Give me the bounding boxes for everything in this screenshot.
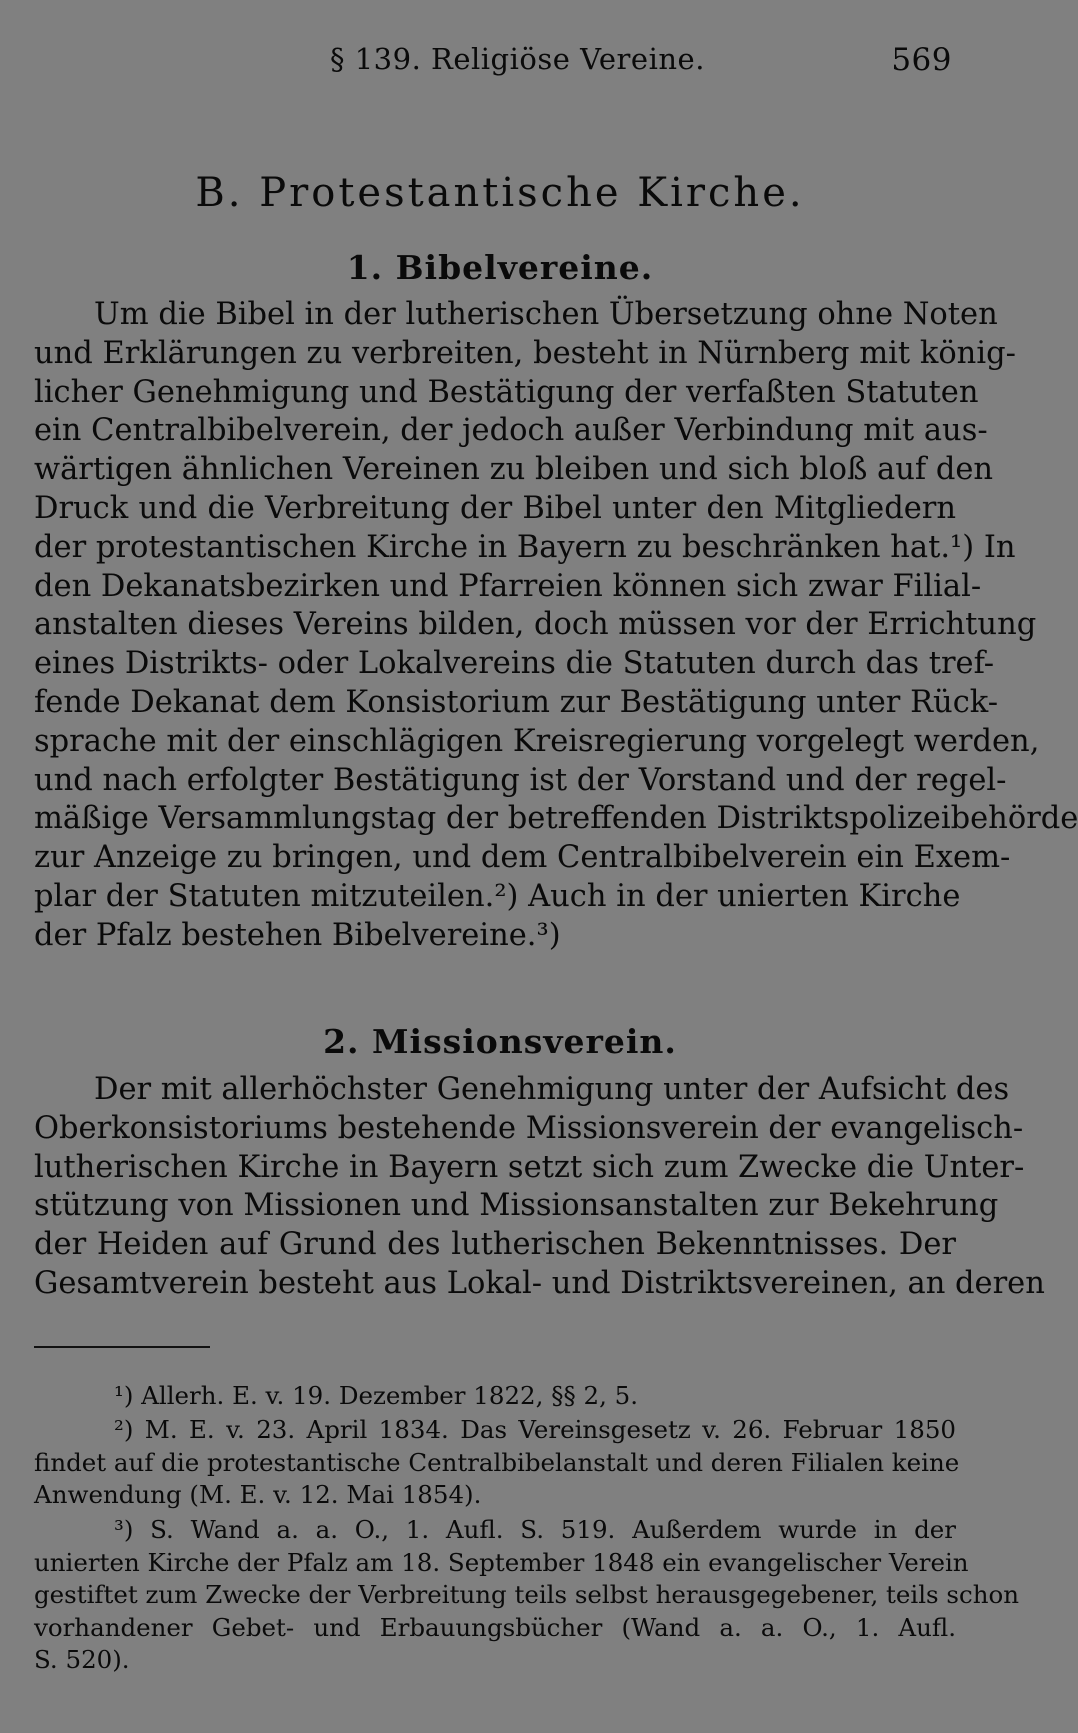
text-line: Der mit allerhöchster Genehmigung unter der Aufsicht des	[94, 1072, 1010, 1107]
paragraph-missionsverein	[34, 1071, 1045, 1304]
text-line: zur Anzeige zu bringen, und dem Centralbibelverein ein Exem-	[34, 840, 1011, 876]
text-line: den Dekanatsbezirken und Pfarreien können sich zwar Filial-	[34, 568, 982, 604]
text-line: Oberkonsistoriums bestehende Missionsverein der evangelisch-	[34, 1110, 1024, 1146]
footnote-1	[34, 1380, 956, 1413]
text-line: der Heiden auf Grund des lutherischen Bekenntnisses. Der	[34, 1227, 956, 1263]
text-line: sprache mit der einschlägigen Kreisregierung vorgelegt werden,	[34, 723, 1040, 759]
footnote-3	[34, 1514, 1020, 1677]
text-line: anstalten dieses Vereins bilden, doch müssen vor der Errichtung	[34, 607, 1037, 643]
page-number: 569	[891, 42, 952, 78]
text-line: wärtigen ähnlichen Vereinen zu bleiben und sich bloß auf den	[34, 452, 994, 488]
footnote-line: gestiftet zum Zwecke der Verbreitung teils selbst herausgegebener, teils schon	[34, 1580, 1020, 1609]
text-line: lutherischen Kirche in Bayern setzt sich zum Zwecke die Unter-	[34, 1149, 1025, 1185]
text-line: plar der Statuten mitzuteilen.²) Auch in der unierten Kirche	[34, 878, 961, 914]
footnote-line: unierten Kirche der Pfalz am 18. September 1848 ein evangelischer Verein	[34, 1547, 969, 1577]
footnote-line: ²) M. E. v. 23. April 1834. Das Vereinsgesetz v. 26. Februar 1850	[114, 1415, 956, 1444]
section-title: B. Protestantische Kirche.	[195, 170, 805, 216]
footnote-line: findet auf die protestantische Centralbibelanstalt und deren Filialen keine	[34, 1447, 960, 1477]
text-line: mäßige Versammlungstag der betreffenden Distriktspolizeibehörde	[34, 801, 1078, 837]
text-line: eines Distrikts- oder Lokalvereins die Statuten durch das tref-	[34, 646, 995, 682]
text-line: Um die Bibel in der lutherischen Übersetzung ohne Noten	[94, 297, 998, 332]
footnote-line: Anwendung (M. E. v. 12. Mai 1854).	[34, 1480, 482, 1509]
text-line: der Pfalz bestehen Bibelvereine.³)	[34, 917, 561, 953]
paragraph-bibelvereine	[34, 296, 1078, 956]
footnote-line: ³) S. Wand a. a. O., 1. Aufl. S. 519. Außerdem wurde in der	[114, 1515, 956, 1544]
text-line: licher Genehmigung und Bestätigung der verfaßten Statuten	[34, 374, 979, 410]
footnote-line: S. 520).	[34, 1645, 130, 1674]
footnote-divider	[34, 1346, 210, 1348]
subsection-title-bibelvereine: 1. Bibelvereine.	[346, 248, 654, 287]
footnote-line: ¹) Allerh. E. v. 19. Dezember 1822, §§ 2, 5.	[114, 1381, 639, 1410]
footnote-2	[34, 1414, 960, 1512]
text-line: und Erklärungen zu verbreiten, besteht in Nürnberg mit könig-	[34, 335, 1016, 371]
text-line: der protestantischen Kirche in Bayern zu beschränken hat.¹) In	[34, 529, 1016, 565]
subsection-title-missionsverein: 2. Missionsverein.	[323, 1022, 677, 1061]
text-line: fende Dekanat dem Konsistorium zur Bestätigung unter Rück-	[34, 684, 999, 720]
text-line: Gesamtverein besteht aus Lokal- und Distriktsvereinen, an deren	[34, 1265, 1045, 1301]
text-line: ein Centralbibelverein, der jedoch außer Verbindung mit aus-	[34, 413, 988, 449]
running-title: § 139. Religiöse Vereine.	[330, 42, 705, 76]
text-line: stützung von Missionen und Missionsanstalten zur Bekehrung	[34, 1188, 999, 1224]
text-line: Druck und die Verbreitung der Bibel unter den Mitgliedern	[34, 490, 956, 526]
footnote-line: vorhandener Gebet- und Erbauungsbücher (Wand a. a. O., 1. Aufl.	[34, 1612, 956, 1642]
text-line: und nach erfolgter Bestätigung ist der Vorstand und der regel-	[34, 762, 1007, 798]
